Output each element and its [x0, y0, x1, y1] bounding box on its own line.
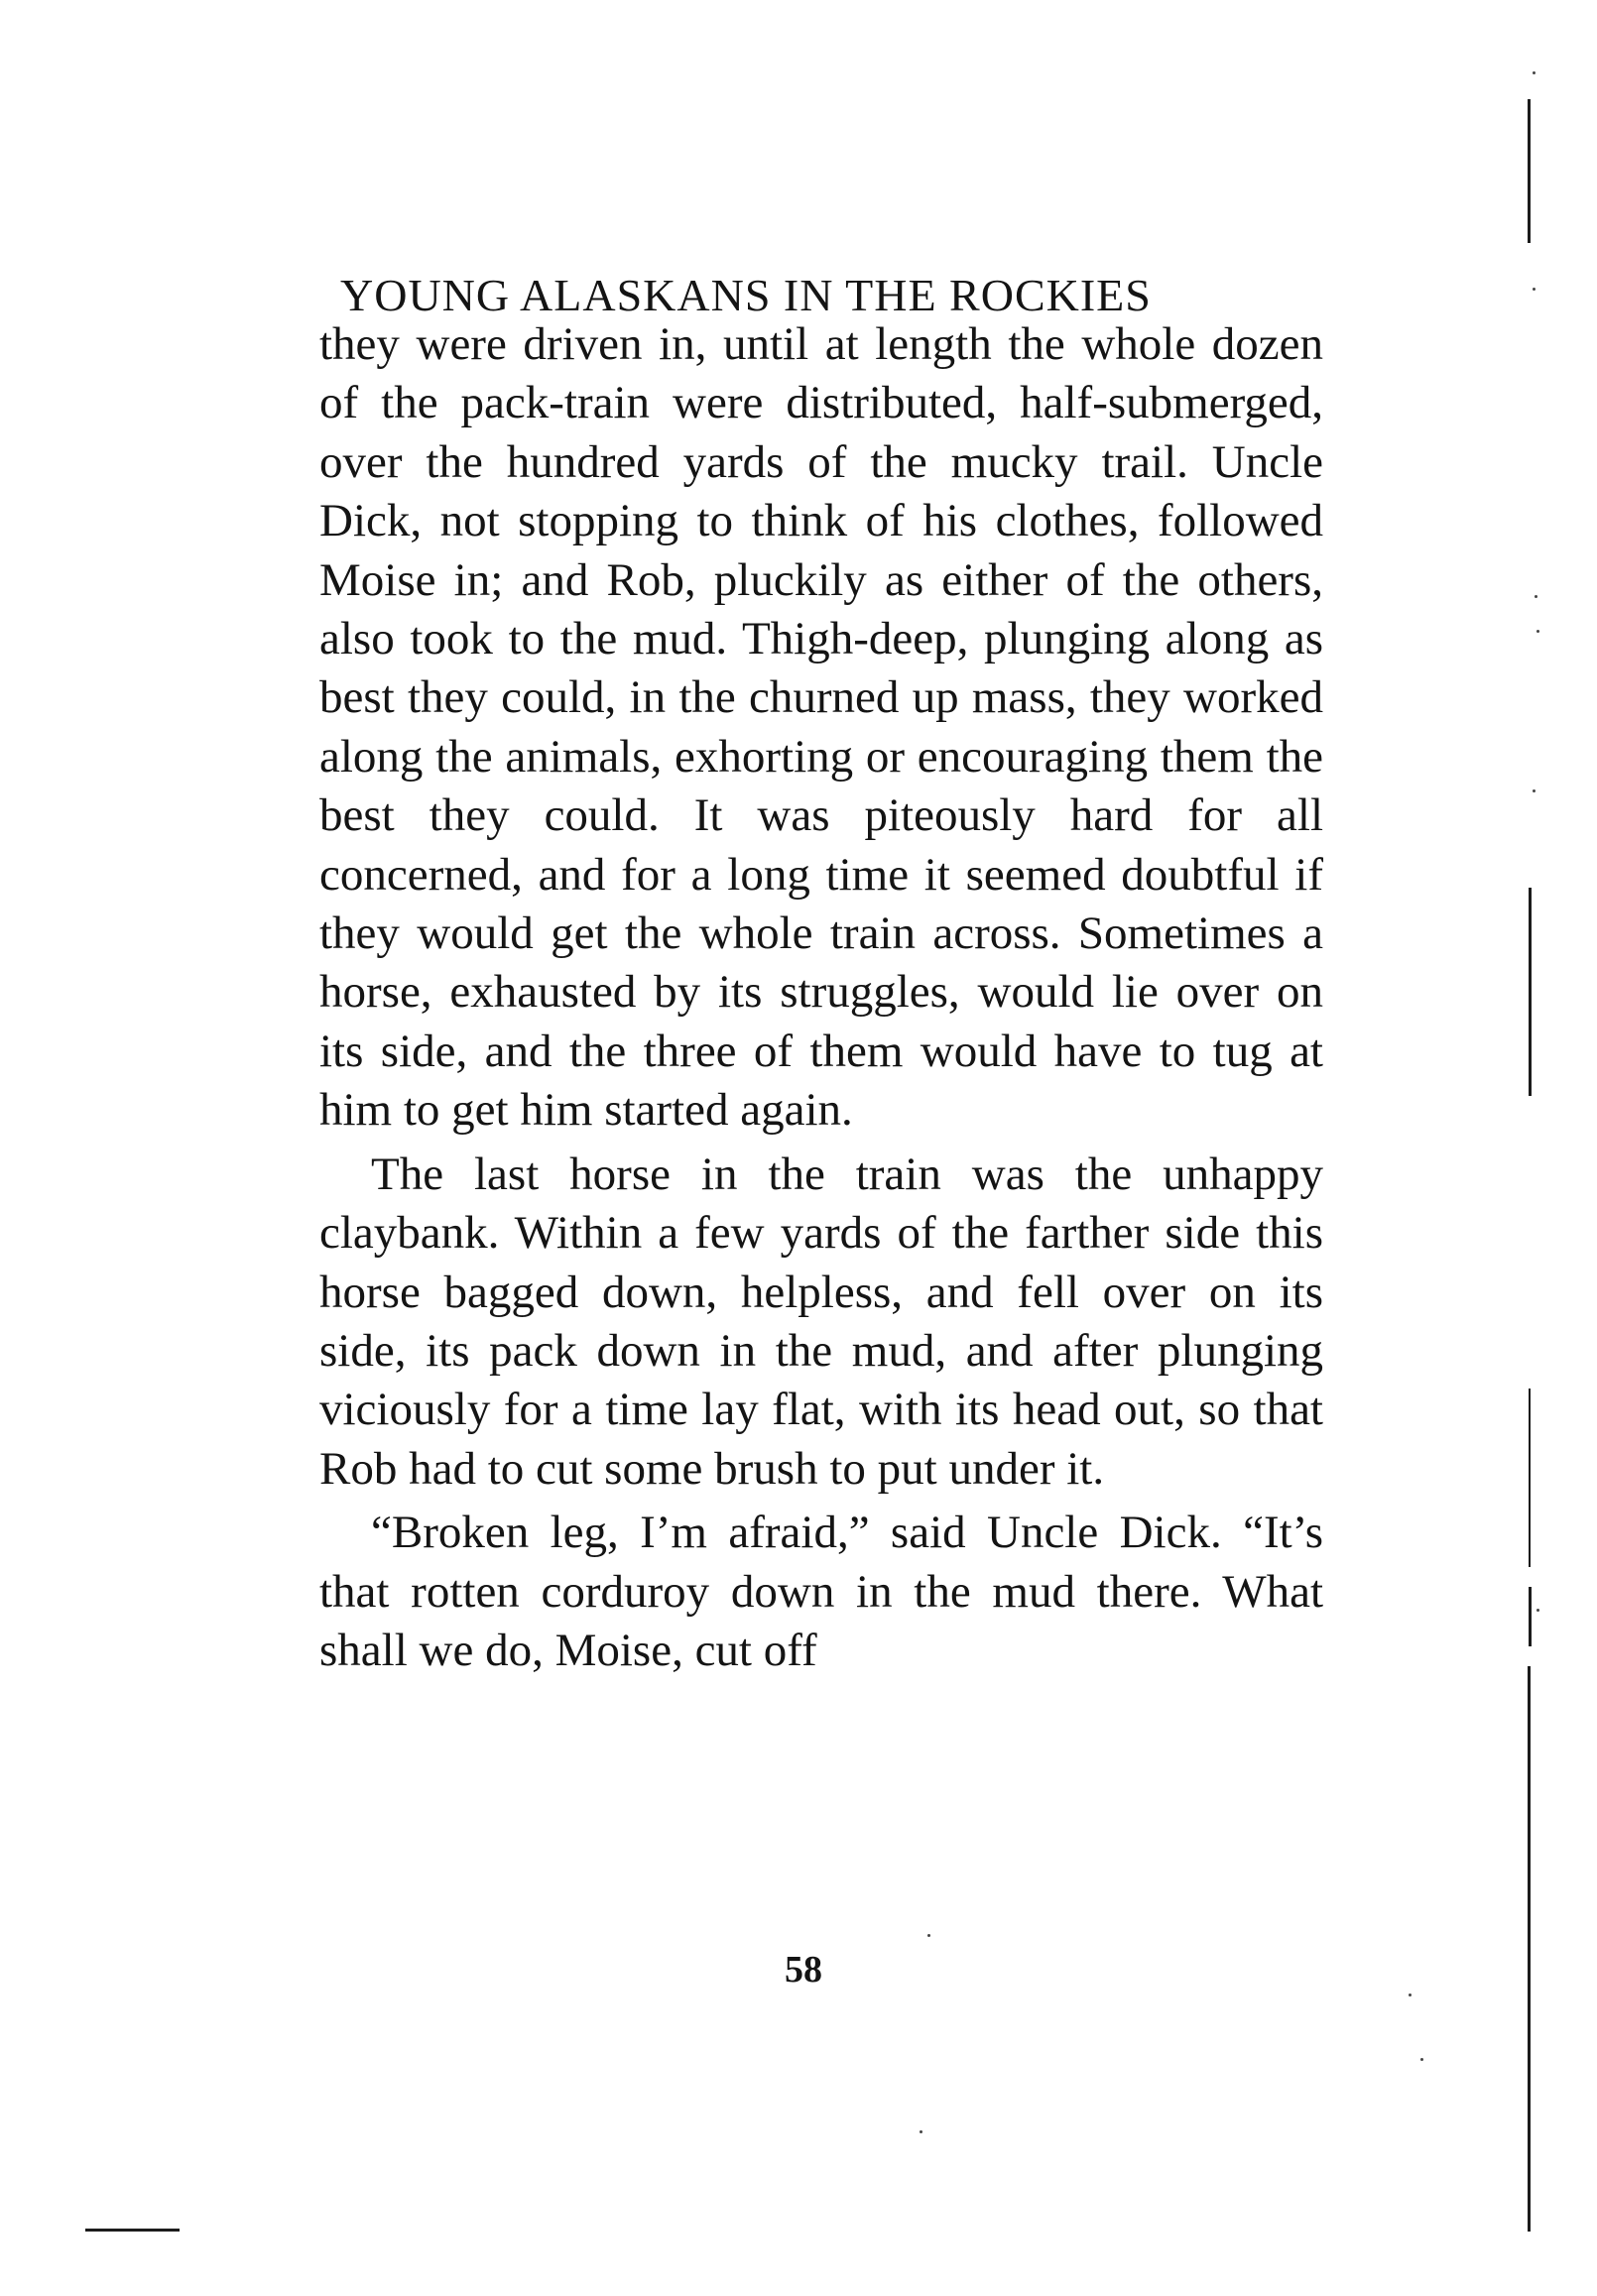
scan-speck: [1535, 595, 1537, 598]
scan-speck: [920, 2130, 922, 2133]
scan-edge-mark: [1529, 1587, 1532, 1646]
scan-edge-mark: [1528, 99, 1531, 243]
page-number: 58: [785, 1949, 822, 1991]
scan-speck: [1420, 2058, 1423, 2061]
paragraph-claybank: The last horse in the train was the unhappy claybank. Within a few yards of the farther side this horse bagged down, helpless, and fell over on its side, its pack down in the mud, and after plunging viciously for a time lay flat, with its head out, so that Rob had to cut some brush to put under it.: [319, 1148, 1323, 1495]
scan-edge-mark: [1529, 888, 1532, 1096]
body-text: [319, 315, 1323, 1680]
scan-speck: [1536, 630, 1539, 633]
scan-edge-mark: [1528, 1666, 1531, 2232]
scan-speck: [1536, 1609, 1539, 1612]
scan-edge-mark: [1529, 1389, 1531, 1567]
scan-edge-mark: [85, 2229, 180, 2232]
scan-speck: [927, 1934, 930, 1937]
scan-speck: [1409, 1994, 1412, 1996]
scan-speck: [1533, 288, 1536, 291]
scan-speck: [1533, 789, 1536, 792]
running-head: YOUNG ALASKANS IN THE ROCKIES: [340, 270, 1152, 320]
paragraph-continued: they were driven in, until at length the whole dozen of the pack-train were distributed, half-submerged, over the hundred yards of the mucky trail. Uncle Dick, not stopping to think of his clothes, followed Moise in; and Rob, pluckily as either of the others, also took to the mud. Thigh-deep, plunging along as best they could, in the churned up mass, they worked along the animals, exhorting or encouraging them the best they could. It was piteously hard for all concerned, and for a long time it seemed doubtful if they would get the whole train across. Sometimes a horse, exhausted by its struggles, would lie over on its side, and the three of them would have to tug at him to get him started again.: [319, 318, 1323, 1137]
scan-speck: [1533, 71, 1536, 74]
paragraph-dialogue: “Broken leg, I’m afraid,” said Uncle Dick. “It’s that rotten corduroy down in the mud there. What shall we do, Moise, cut off: [319, 1507, 1323, 1676]
